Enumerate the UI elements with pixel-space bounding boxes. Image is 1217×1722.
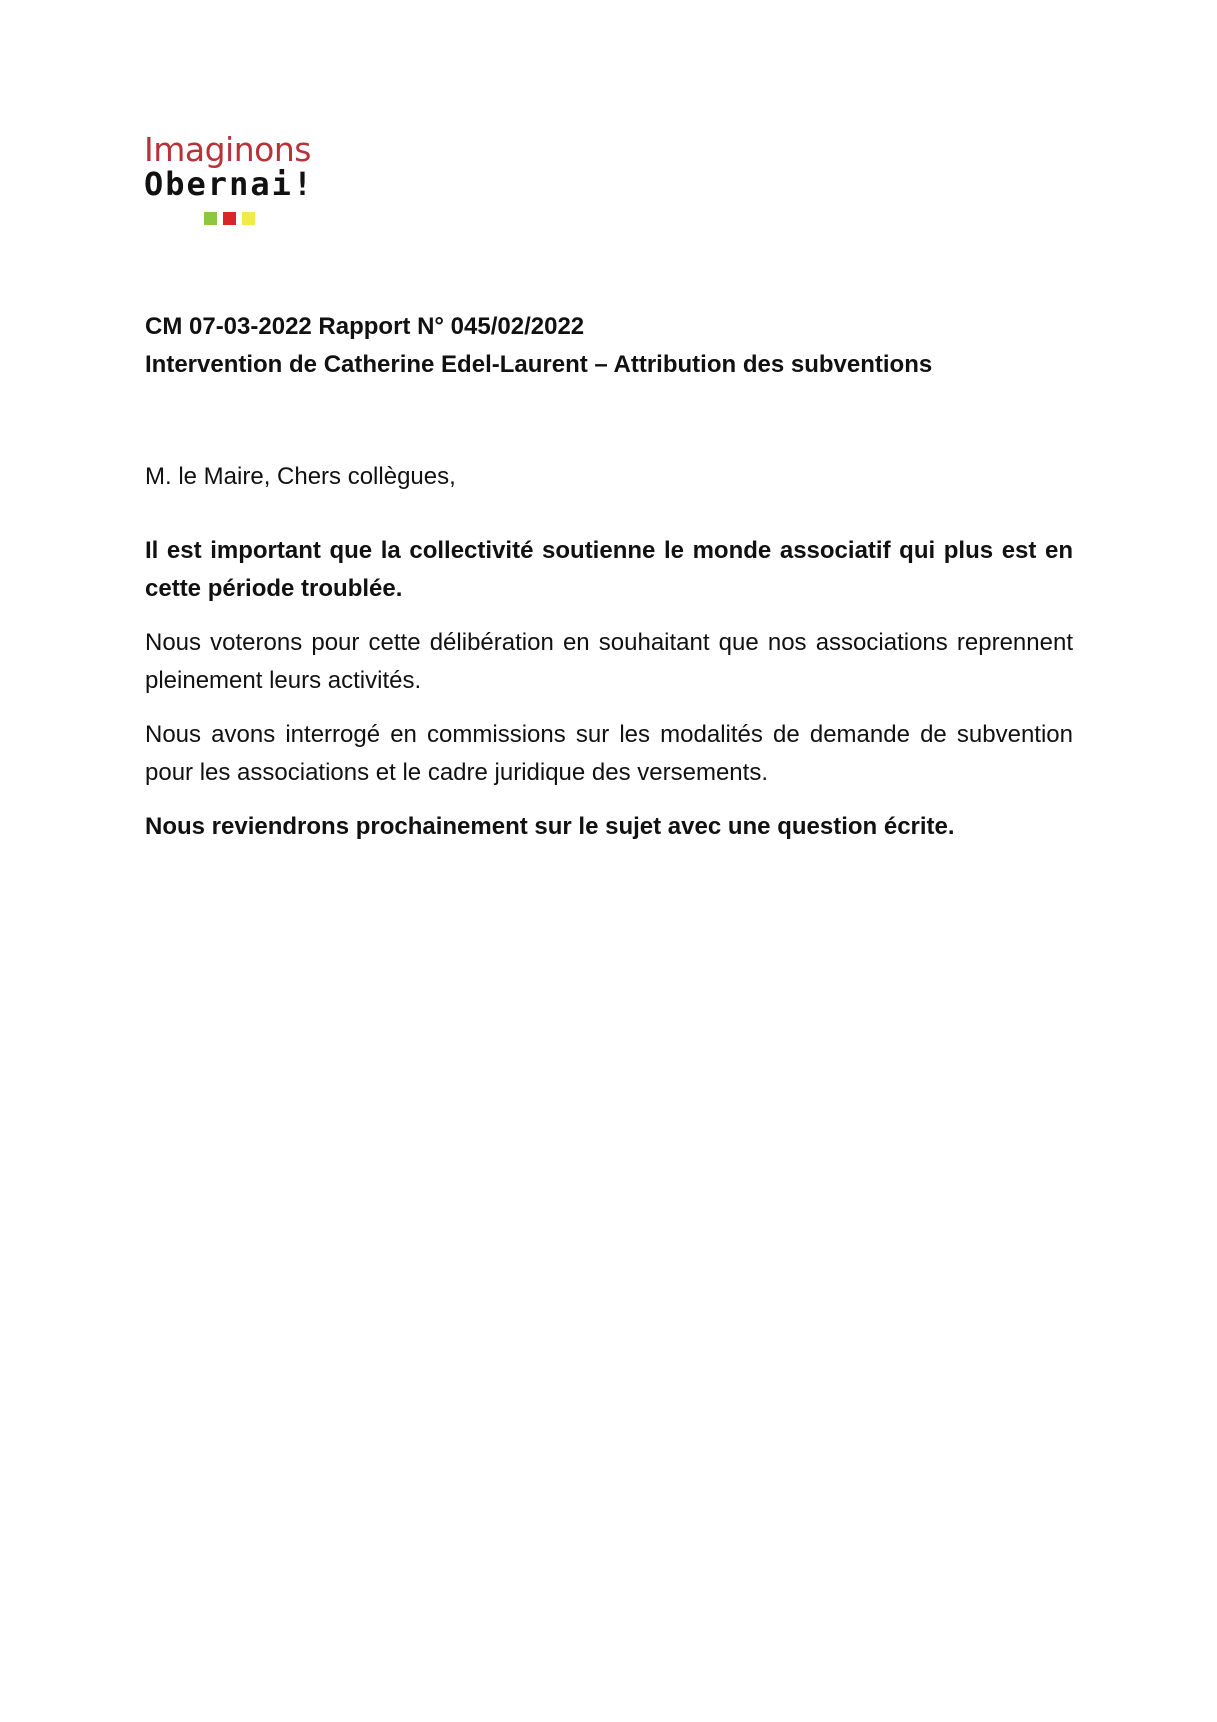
- heading-report-reference: CM 07-03-2022 Rapport N° 045/02/2022: [145, 313, 585, 340]
- paragraph-written-question: Nous reviendrons prochainement sur le sujet avec une question écrite.: [145, 813, 955, 840]
- document-heading: [145, 308, 1085, 384]
- logo-square-green: [204, 212, 217, 225]
- logo: [142, 132, 342, 232]
- logo-text-obernai: Obernai!: [144, 165, 315, 203]
- paragraph-support-associations: Il est important que la collectivité soutienne le monde associatif qui plus est en cette période troublée.: [145, 537, 1073, 602]
- logo-square-yellow: [242, 212, 255, 225]
- document-body: [145, 458, 1073, 862]
- paragraph-commissions: Nous avons interrogé en commissions sur les modalités de demande de subvention pour les associations et le cadre juridique des versements.: [145, 721, 1073, 786]
- logo-text-imaginons: Imaginons: [144, 130, 311, 169]
- paragraph-vote: Nous voterons pour cette délibération en souhaitant que nos associations reprennent pleinement leurs activités.: [145, 629, 1073, 694]
- greeting: M. le Maire, Chers collègues,: [145, 463, 456, 490]
- heading-intervention-title: Intervention de Catherine Edel-Laurent – Attribution des subventions: [145, 351, 933, 378]
- logo-square-red: [223, 212, 236, 225]
- logo-color-squares: [204, 212, 255, 225]
